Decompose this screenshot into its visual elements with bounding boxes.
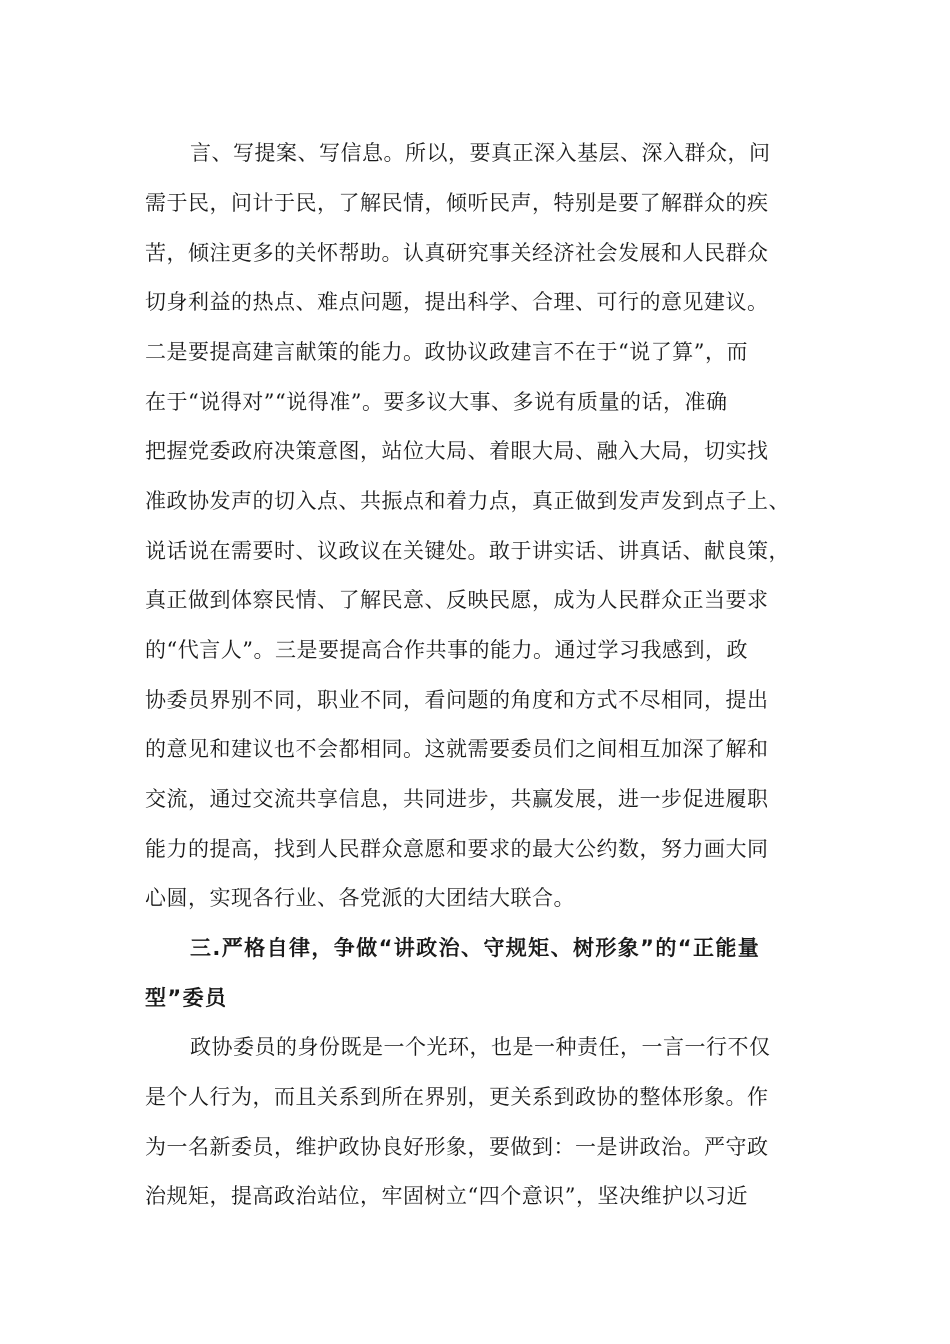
section-heading: 型”委员 [145, 986, 228, 1010]
paragraph-line: 心圆，实现各行业、各党派的大团结大联合。 [145, 886, 575, 910]
section-heading: 三.严格自律，争做“讲政治、守规矩、树形象”的“正能量 [190, 936, 761, 960]
paragraph-line: 把握党委政府决策意图，站位大局、着眼大局、融入大局，切实找 [145, 439, 769, 463]
paragraph-line: 切身利益的热点、难点问题，提出科学、合理、可行的意见建议。 [145, 290, 769, 314]
paragraph-line: 的“代言人”。三是要提高合作共事的能力。通过学习我感到，政 [145, 638, 748, 662]
paragraph-line: 说话说在需要时、议政议在关键处。敢于讲实话、讲真话、献良策， [145, 539, 790, 563]
paragraph-line: 言、写提案、写信息。所以，要真正深入基层、深入群众，问 [190, 141, 771, 165]
paragraph-line: 政协委员的身份既是一个光环，也是一种责任，一言一行不仅 [190, 1035, 771, 1059]
paragraph-line: 治规矩，提高政治站位，牢固树立“四个意识”，坚决维护以习近 [145, 1184, 748, 1208]
paragraph-line: 为一名新委员，维护政协良好形象，要做到：一是讲政治。严守政 [145, 1135, 769, 1159]
paragraph-line: 在于“说得对”“说得准”。要多议大事、多说有质量的话，准确 [145, 390, 728, 414]
paragraph-line: 真正做到体察民情、了解民意、反映民愿，成为人民群众正当要求 [145, 588, 769, 612]
paragraph-line: 协委员界别不同，职业不同，看问题的角度和方式不尽相同，提出 [145, 688, 769, 712]
paragraph-line: 需于民，问计于民，了解民情，倾听民声，特别是要了解群众的疾 [145, 191, 769, 215]
paragraph-line: 苦，倾注更多的关怀帮助。认真研究事关经济社会发展和人民群众 [145, 241, 769, 265]
paragraph-line: 能力的提高，找到人民群众意愿和要求的最大公约数，努力画大同 [145, 837, 769, 861]
paragraph-line: 是个人行为，而且关系到所在界别，更关系到政协的整体形象。作 [145, 1085, 769, 1109]
paragraph-line: 二是要提高建言献策的能力。政协议政建言不在于“说了算”，而 [145, 340, 748, 364]
paragraph-line: 的意见和建议也不会都相同。这就需要委员们之间相互加深了解和 [145, 737, 769, 761]
paragraph-line: 准政协发声的切入点、共振点和着力点，真正做到发声发到点子上、 [145, 489, 790, 513]
paragraph-line: 交流，通过交流共享信息，共同进步，共赢发展，进一步促进履职 [145, 787, 769, 811]
